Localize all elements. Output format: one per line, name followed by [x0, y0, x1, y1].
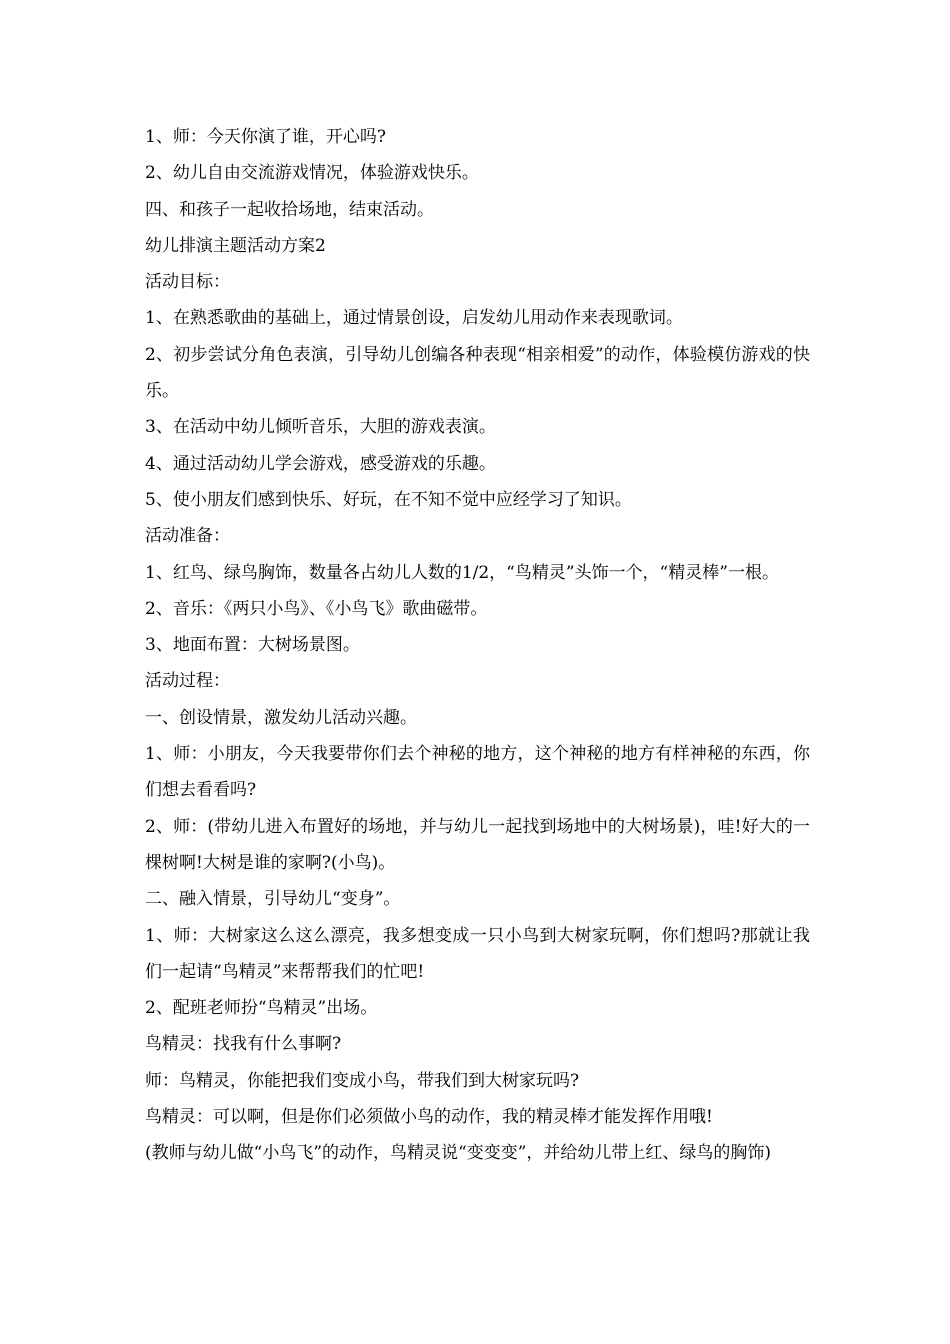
text-paragraph: 2、师：(带幼儿进入布置好的场地，并与幼儿一起找到场地中的大树场景)，哇!好大的一棵树啊!大树是谁的家啊?(小鸟)。: [145, 816, 810, 873]
text-paragraph: 2、初步尝试分角色表演，引导幼儿创编各种表现“相亲相爱”的动作，体验模仿游戏的快乐。: [145, 344, 810, 402]
document-body: [145, 119, 810, 1172]
text-line: 师：鸟精灵，你能把我们变成小鸟，带我们到大树家玩吗?: [145, 1070, 580, 1091]
text-line: 3、地面布置：大树场景图。: [145, 635, 360, 656]
section-heading: 活动准备：: [145, 526, 230, 547]
text-line: 2、音乐：《两只小鸟》、《小鸟飞》歌曲磁带。: [145, 598, 488, 619]
text-paragraph: (教师与幼儿做“小鸟飞”的动作，鸟精灵说“变变变”，并给幼儿带上红、绿鸟的胸饰): [145, 1143, 772, 1164]
text-paragraph: 1、师：小朋友，今天我要带你们去个神秘的地方，这个神秘的地方有样神秘的东西，你们想去看看吗?: [145, 744, 810, 801]
text-line: 1、师：今天你演了谁，开心吗?: [145, 127, 386, 147]
text-line: 鸟精灵：找我有什么事啊?: [145, 1034, 342, 1055]
section-heading: 活动目标：: [145, 272, 230, 293]
text-line: 二、融入情景，引导幼儿“变身”。: [145, 889, 401, 910]
text-line: 2、配班老师扮“鸟精灵”出场。: [145, 998, 378, 1019]
section-title: 幼儿排演主题活动方案2: [145, 235, 326, 256]
text-line: 一、创设情景，激发幼儿活动兴趣。: [145, 707, 417, 728]
section-heading: 活动过程：: [145, 671, 230, 692]
text-line: 鸟精灵：可以啊，但是你们必须做小鸟的动作，我的精灵棒才能发挥作用哦!: [145, 1107, 713, 1128]
text-line: 2、幼儿自由交流游戏情况，体验游戏快乐。: [145, 163, 479, 184]
text-paragraph: 1、师：大树家这么这么漂亮，我多想变成一只小鸟到大树家玩啊，你们想吗?那就让我们一起请“鸟精灵”来帮帮我们的忙吧!: [145, 925, 810, 982]
text-paragraph: 1、红鸟、绿鸟胸饰，数量各占幼儿人数的1/2，“鸟精灵”头饰一个，“精灵棒”一根。: [145, 562, 779, 583]
text-line: 3、在活动中幼儿倾听音乐，大胆的游戏表演。: [145, 417, 496, 438]
text-line: 四、和孩子一起收拾场地，结束活动。: [145, 199, 434, 220]
text-line: 4、通过活动幼儿学会游戏，感受游戏的乐趣。: [145, 453, 496, 474]
text-line: 1、在熟悉歌曲的基础上，通过情景创设，启发幼儿用动作来表现歌词。: [145, 308, 683, 329]
text-line: 5、使小朋友们感到快乐、好玩，在不知不觉中应经学习了知识。: [145, 489, 632, 510]
